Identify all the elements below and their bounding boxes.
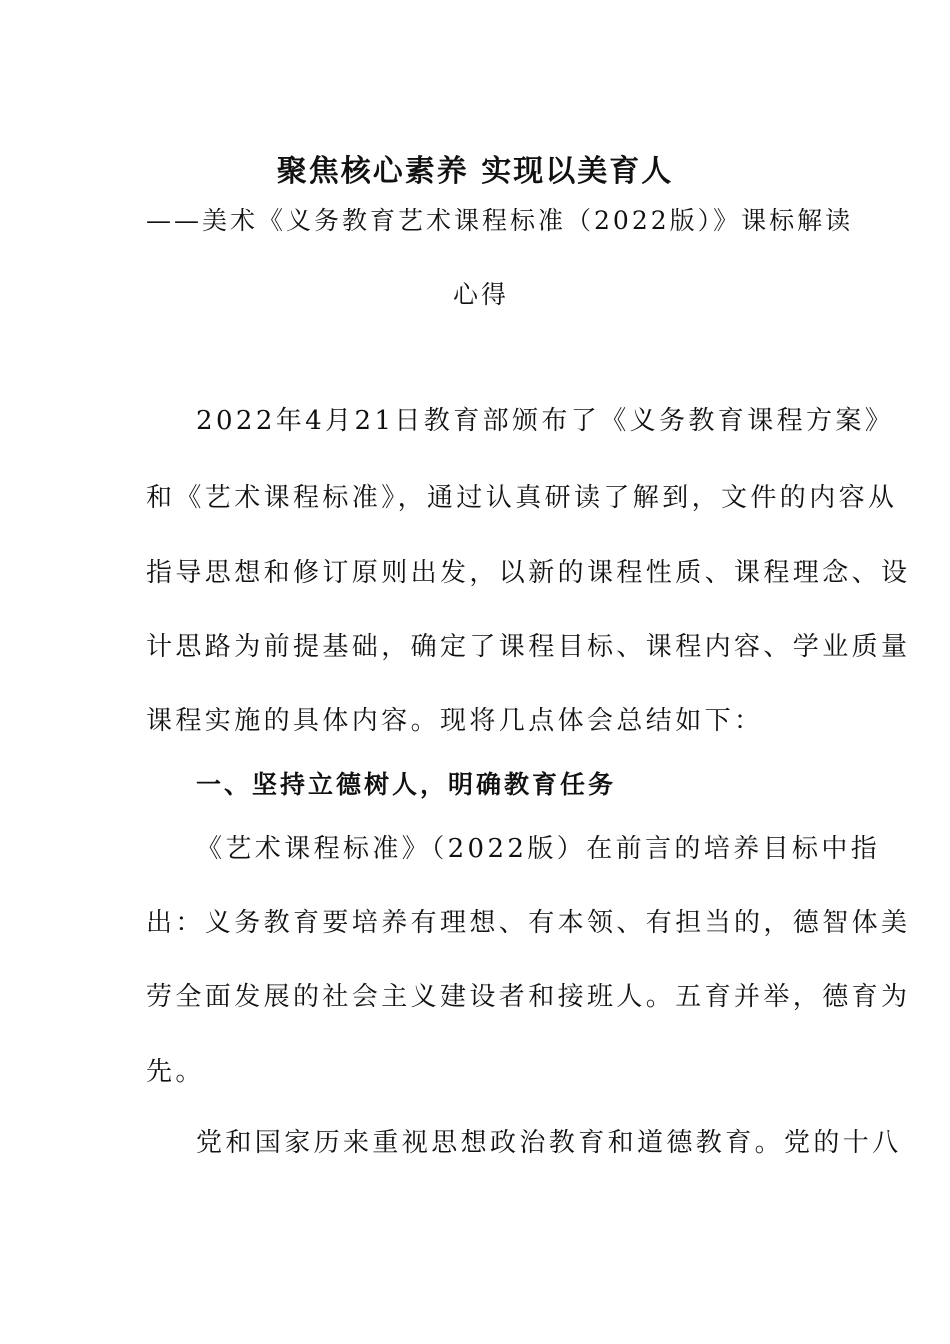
paragraph-line: 计思路为前提基础，确定了课程目标、课程内容、学业质量 xyxy=(146,632,911,662)
document-subtitle-line1: ——美术《义务教育艺术课程标准（2022版）》课标解读 xyxy=(146,206,854,235)
paragraph-line: 先。 xyxy=(146,1057,205,1087)
paragraph-line: 出：义务教育要培养有理想、有本领、有担当的，德智体美 xyxy=(146,908,911,938)
paragraph-line: 课程实施的具体内容。现将几点体会总结如下： xyxy=(146,706,764,736)
paragraph-line: 劳全面发展的社会主义建设者和接班人。五育并举，德育为 xyxy=(146,982,911,1012)
document-subtitle-line2: 心得 xyxy=(453,280,510,309)
paragraph-line: 和《艺术课程标准》，通过认真研读了解到，文件的内容从 xyxy=(146,483,898,513)
paragraph-line: 指导思想和修订原则出发，以新的课程性质、课程理念、设 xyxy=(146,558,911,588)
paragraph-line: 党和国家历来重视思想政治教育和道德教育。党的十八 xyxy=(196,1128,902,1158)
document-title: 聚焦核心素养 实现以美育人 xyxy=(276,154,674,190)
paragraph-line: 《艺术课程标准》（2022版）在前言的培养目标中指 xyxy=(196,834,881,864)
section-heading: 一、坚持立德树人，明确教育任务 xyxy=(196,770,617,799)
paragraph-line: 2022年4月21日教育部颁布了《义务教育课程方案》 xyxy=(196,406,895,436)
